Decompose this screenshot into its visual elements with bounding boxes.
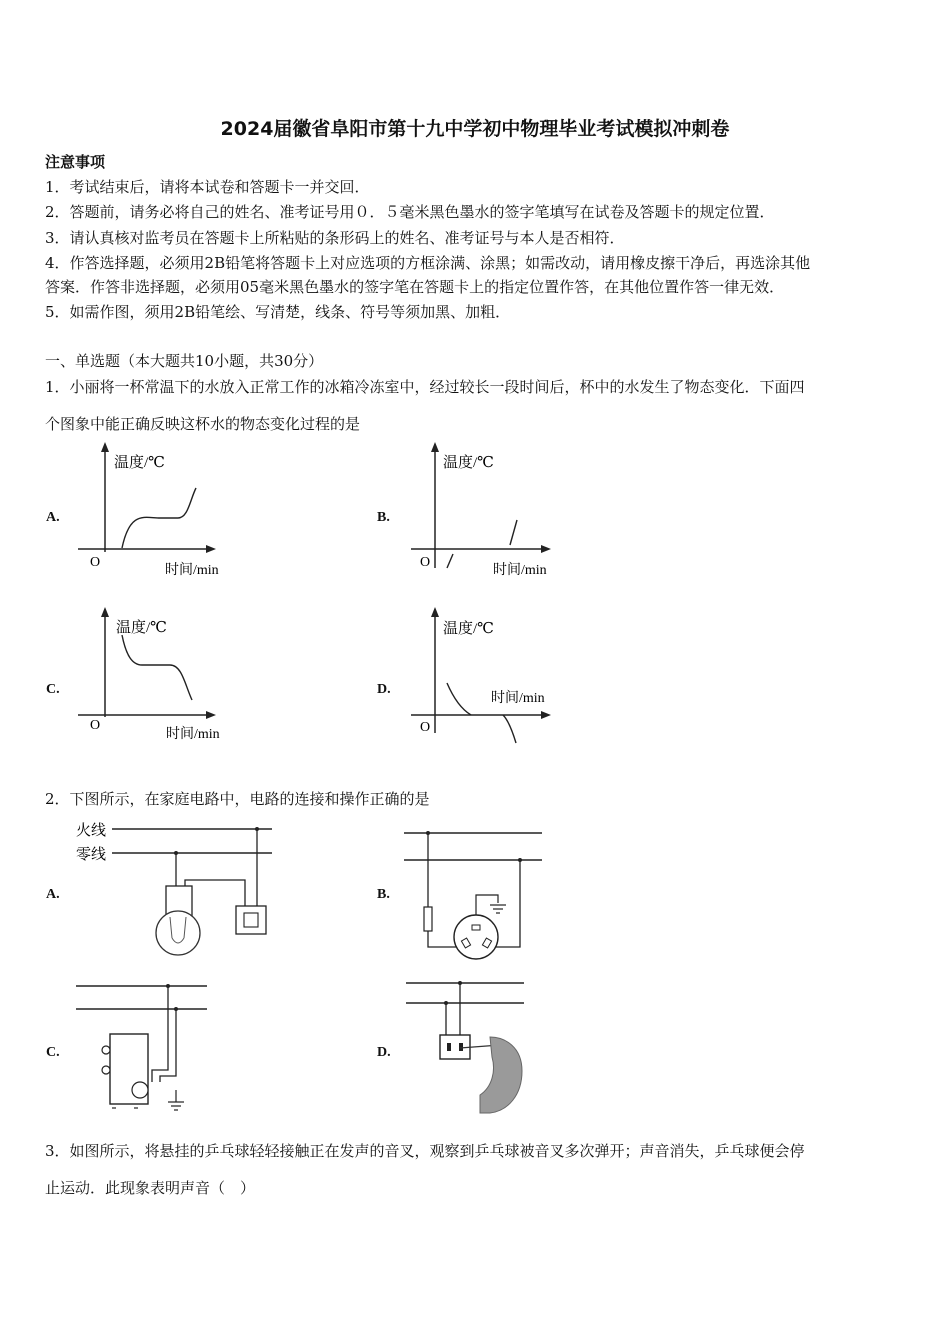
circuit-d [400,975,540,1120]
y-axis-label: 温度/℃ [443,455,494,471]
graph-b [405,440,585,580]
question-2-text: 2．下图所示，在家庭电路中，电路的连接和操作正确的是 [45,790,430,808]
notice-item: 答案．作答非选择题，必须用05毫米黑色墨水的签字笔在答题卡上的指定位置作答，在其他位置作答一律无效． [45,278,785,296]
circuit-a [72,820,287,965]
notice-item: 4．作答选择题，必须用2B铅笔将答题卡上对应选项的方框涂满、涂黑；如需改动，请用橡皮擦干净后，再选涂其他 [45,254,811,272]
notice-item: 3．请认真核对监考员在答题卡上所粘贴的条形码上的姓名、准考证号与本人是否相符． [45,229,625,247]
notice-item: 1．考试结束后，请将本试卷和答题卡一并交回． [45,178,370,196]
graph-c [70,605,250,745]
option-b-label: B. [377,510,390,525]
y-axis-label: 温度/℃ [114,455,165,471]
origin-label: O [90,555,101,570]
question-3-text-cont: 止运动．此现象表明声音（ ） [45,1179,256,1197]
notice-item: 5．如需作图，须用2B铅笔绘、写清楚，线条、符号等须加黑、加粗． [45,303,511,321]
option-c-label: C. [46,1045,60,1060]
question-3-text: 3．如图所示，将悬挂的乒乓球轻轻接触正在发声的音叉，观察到乒乓球被音叉多次弹开；声音消失，乒乓球便会停 [45,1142,805,1160]
origin-label: O [420,555,431,570]
notice-heading: 注意事项 [45,153,106,171]
section-heading: 一、单选题（本大题共10小题，共30分） [45,352,324,370]
option-d-label: D. [377,682,391,697]
circuit-c [72,978,222,1118]
option-d-label: D. [377,1045,391,1060]
neutral-wire-label: 零线 [76,847,107,863]
graph-a [70,440,250,580]
live-wire-label: 火线 [76,823,107,839]
y-axis-label: 温度/℃ [443,621,494,637]
x-axis-label: 时间/min [493,563,547,578]
option-a-label: A. [46,510,60,525]
option-a-label: A. [46,887,60,902]
page-title: 2024届徽省阜阳市第十九中学初中物理毕业考试模拟冲刺卷 [220,118,730,140]
option-b-label: B. [377,887,390,902]
option-c-label: C. [46,682,60,697]
question-1-text: 1．小丽将一杯常温下的水放入正常工作的冰箱冷冻室中，经过较长一段时间后，杯中的水发生了物态变化．下面四 [45,378,805,396]
y-axis-label: 温度/℃ [116,620,167,636]
origin-label: O [420,720,431,735]
x-axis-label: 时间/min [166,727,220,742]
origin-label: O [90,718,101,733]
circuit-b [400,825,550,965]
graph-d [405,605,585,745]
notice-item: 2．答题前，请务必将自己的姓名、准考证号用０．５毫米黑色墨水的签字笔填写在试卷及答题卡的规定位置． [45,203,775,221]
x-axis-label: 时间/min [165,563,219,578]
question-1-text-cont: 个图象中能正确反映这杯水的物态变化过程的是 [45,415,361,433]
x-axis-label: 时间/min [491,691,545,706]
